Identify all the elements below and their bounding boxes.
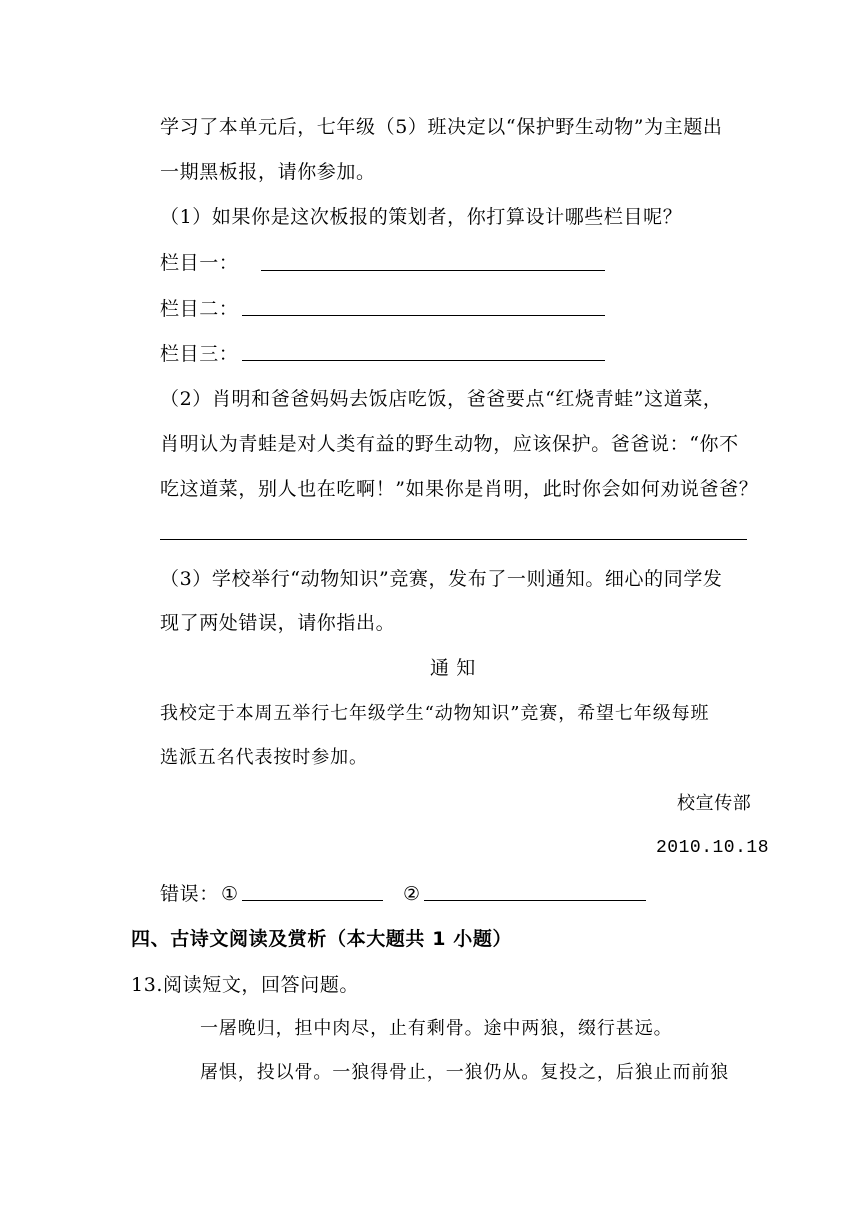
notice-signature: 校宣传部 [677,793,752,814]
error-1-marker: ① [221,883,239,905]
column-2-label: 栏目二： [160,298,239,320]
question-3-line-2: 现了两处错误，请你指出。 [160,612,396,634]
error-2-marker: ② [403,883,421,905]
intro-line-1: 学习了本单元后，七年级（5）班决定以“保护野生动物”为主题出 [160,116,723,138]
notice-body-line-1: 我校定于本周五举行七年级学生“动物知识”竞赛，希望七年级每班 [160,703,710,724]
notice-date: 2010.10.18 [656,838,770,858]
column-3-answer-line[interactable] [242,360,605,361]
notice-body-line-2: 选派五名代表按时参加。 [160,747,368,768]
passage-line-1: 一屠晚归，担中肉尽，止有剩骨。途中两狼，缀行甚远。 [200,1018,673,1039]
column-1-answer-line[interactable] [261,270,605,271]
intro-line-2: 一期黑板报，请你参加。 [160,161,376,183]
error-1-answer-line[interactable] [242,900,383,901]
question-1: （1）如果你是这次板报的策划者，你打算设计哪些栏目呢？ [160,206,683,228]
question-13: 13.阅读短文，回答问题。 [131,974,360,996]
passage-line-2: 屠惧，投以骨。一狼得骨止，一狼仍从。复投之，后狼止而前狼 [200,1062,730,1083]
notice-title: 通 知 [430,657,476,679]
section-4-heading: 四、古诗文阅读及赏析（本大题共 1 小题） [131,928,513,950]
question-3-line-1: （3）学校举行“动物知识”竞赛，发布了一则通知。细心的同学发 [160,568,723,590]
column-2-answer-line[interactable] [242,315,605,316]
error-2-answer-line[interactable] [424,900,646,901]
column-3-label: 栏目三： [160,343,239,365]
question-2-line-1: （2）肖明和爸爸妈妈去饭店吃饭，爸爸要点“红烧青蛙”这道菜， [160,388,723,410]
errors-label: 错误： [160,883,219,905]
question-2-line-3: 吃这道菜，别人也在吃啊！”如果你是肖明，此时你会如何劝说爸爸？ [160,478,759,500]
question-2-answer-line[interactable] [160,539,747,540]
column-1-label: 栏目一： [160,252,239,274]
question-2-line-2: 肖明认为青蛙是对人类有益的野生动物，应该保护。爸爸说：“你不 [160,433,739,455]
